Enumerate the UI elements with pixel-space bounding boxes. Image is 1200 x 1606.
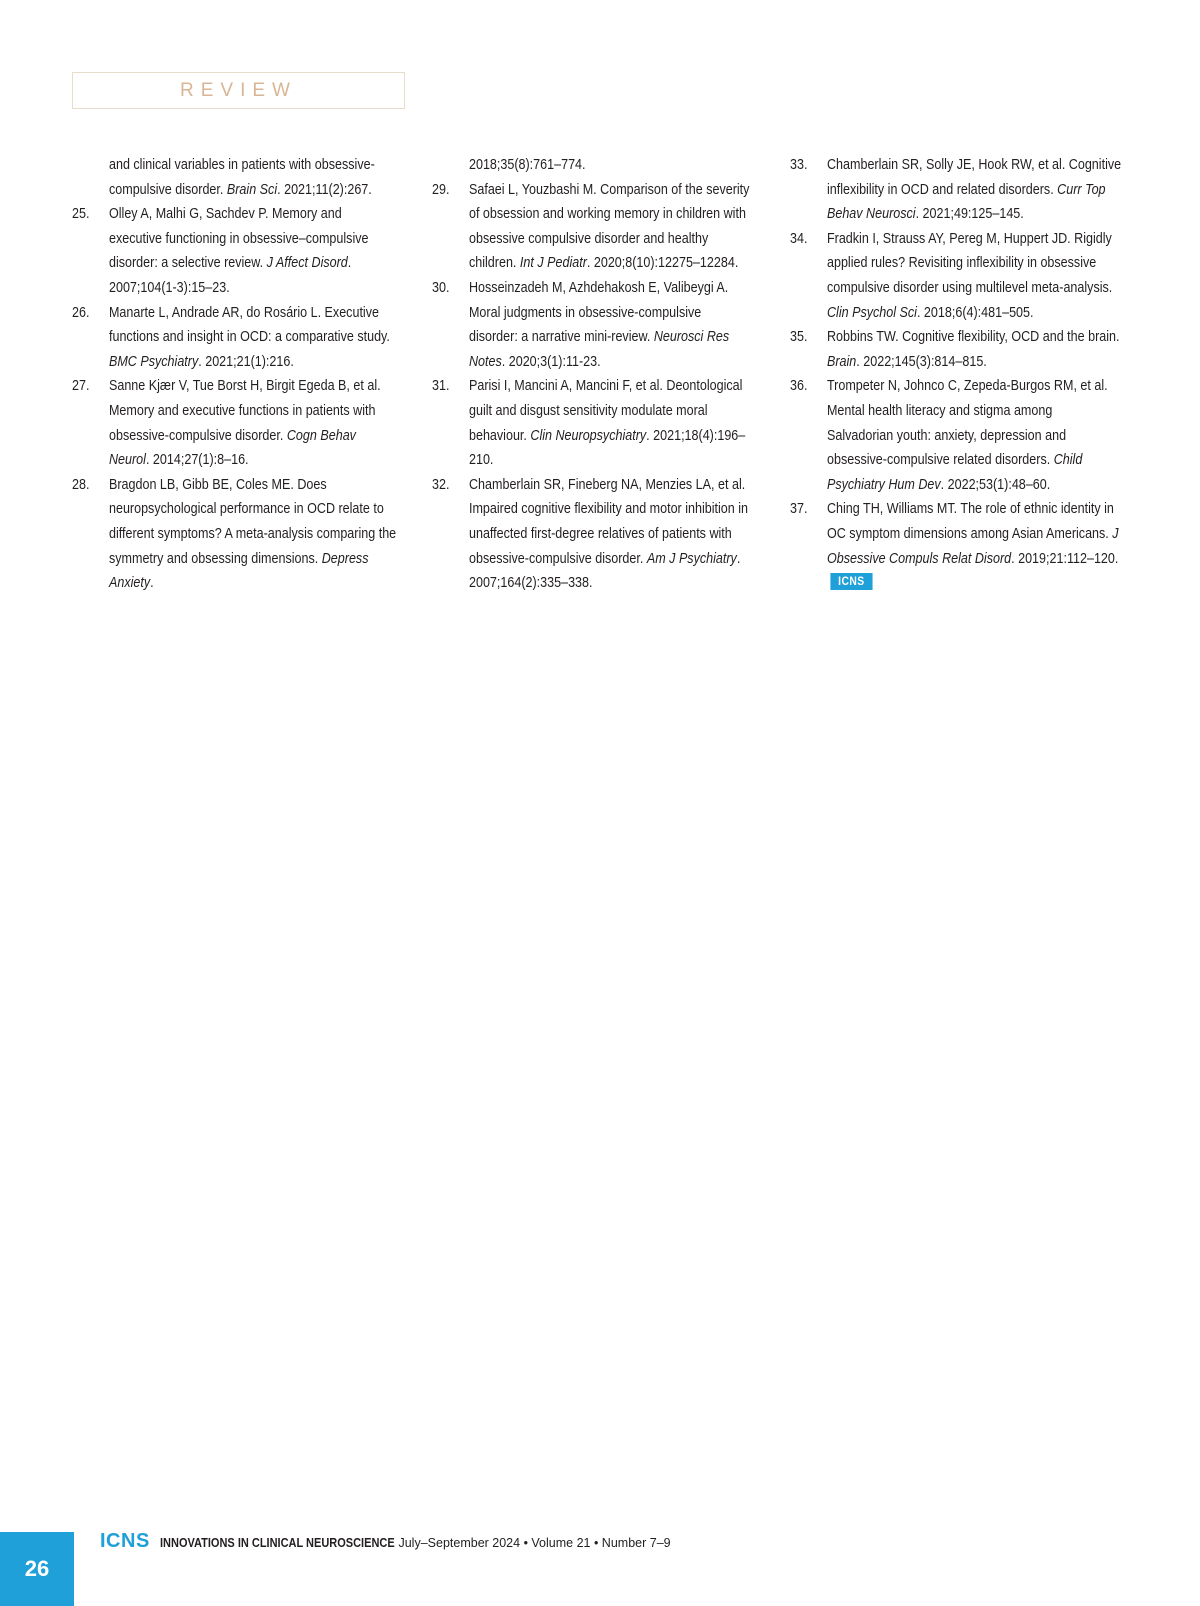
reference-journal: Neurosci Res Notes — [468, 329, 730, 370]
reference-journal: BMC Psychiatry — [108, 353, 199, 370]
footer — [100, 1530, 671, 1553]
reference-citation: Parisi I, Mancini A, Mancini F, et al. Deontological guilt and disgust sensitivity modulate moral behaviour. — [468, 378, 743, 444]
footer-issue-info: July–September 2024 • Volume 21 • Number 7–9 — [398, 1536, 671, 1550]
reference-journal: Am J Psychiatry — [646, 550, 737, 567]
reference-citation: Bragdon LB, Gibb BE, Coles ME. Does neuropsychological performance in OCD relate to different symptoms? A meta-analysis comparing the symmetry and obsessing dimensions. — [108, 476, 397, 567]
reference-number: 32. — [432, 476, 450, 493]
reference-number: 25. — [72, 206, 90, 223]
reference-number: 36. — [790, 378, 808, 395]
reference-details: . 2018;6(4):481–505. — [916, 304, 1034, 321]
reference-number: 35. — [790, 329, 808, 346]
references-column-2 — [432, 153, 752, 596]
reference-journal: Clin Neuropsychiatry — [530, 427, 647, 444]
reference-details: . 2021;11(2):267. — [277, 181, 372, 198]
reference-details: . 2021;18(4):196–210. — [468, 427, 746, 469]
reference-item — [72, 301, 397, 375]
reference-number: 31. — [432, 378, 450, 395]
reference-text — [469, 153, 752, 178]
reference-item — [790, 374, 1122, 497]
reference-number: 34. — [790, 230, 808, 247]
reference-item — [432, 473, 752, 596]
reference-text — [109, 301, 397, 375]
reference-citation: Fradkin I, Strauss AY, Pereg M, Huppert JD. Rigidly applied rules? Revisiting inflexibility in obsessive compulsive disorder using multilevel meta-analysis. — [826, 230, 1113, 296]
footer-journal-name: INNOVATIONS IN CLINICAL NEUROSCIENCE — [159, 1536, 395, 1550]
reference-text — [827, 227, 1122, 325]
reference-citation: and clinical variables in patients with obsessive-compulsive disorder. — [108, 157, 375, 198]
reference-journal: Depress Anxiety — [108, 550, 369, 592]
page-number: 26 — [0, 1532, 74, 1606]
reference-text — [827, 497, 1122, 595]
reference-journal: Child Psychiatry Hum Dev — [826, 452, 1083, 493]
reference-citation: 2018;35(8):761–774. — [468, 157, 586, 173]
reference-text — [469, 178, 752, 276]
reference-item — [432, 374, 752, 472]
reference-details: . 2020;3(1):11-23. — [501, 353, 601, 370]
reference-citation: Sanne Kjær V, Tue Borst H, Birgit Egeda B, et al. Memory and executive functions in patients with obsessive-compulsive disorder. — [108, 378, 381, 444]
section-tag: REVIEW — [72, 72, 405, 109]
reference-item — [432, 153, 752, 178]
reference-text — [827, 325, 1122, 374]
reference-journal: J Affect Disord — [266, 255, 348, 272]
reference-details: . 2022;53(1):48–60. — [940, 476, 1051, 493]
reference-citation: Manarte L, Andrade AR, do Rosário L. Executive functions and insight in OCD: a comparative study. — [108, 304, 390, 346]
references-column-3 — [790, 153, 1122, 596]
reference-number: 30. — [432, 279, 450, 296]
reference-citation: Chamberlain SR, Fineberg NA, Menzies LA, et al. Impaired cognitive flexibility and motor inhibition in unaffected first-degree relatives of patients with obsessive-compulsive disorder. — [468, 476, 749, 567]
reference-text — [827, 374, 1122, 497]
reference-details: . 2020;8(10):12275–12284. — [586, 255, 739, 272]
reference-number: 37. — [790, 501, 808, 518]
reference-text — [469, 374, 752, 472]
reference-citation: Ching TH, Williams MT. The role of ethnic identity in OC symptom dimensions among Asian Americans. — [826, 501, 1114, 542]
reference-details: . 2014;27(1):8–16. — [145, 452, 249, 469]
reference-item — [790, 153, 1122, 227]
reference-number: 27. — [72, 378, 90, 395]
reference-journal: Int J Pediatr — [519, 255, 587, 272]
reference-details: . 2022;145(3):814–815. — [856, 353, 987, 370]
reference-item — [72, 153, 397, 202]
reference-details: . 2007;164(2):335–338. — [468, 550, 741, 592]
footer-logo: ICNS — [100, 1530, 150, 1552]
reference-citation: Trompeter N, Johnco C, Zepeda-Burgos RM, et al. Mental health literacy and stigma among Salvadorian youth: anxiety, depression and obsessive-compulsive related disorders. — [826, 378, 1108, 469]
reference-text — [827, 153, 1122, 227]
reference-citation: Olley A, Malhi G, Sachdev P. Memory and executive functioning in obsessive–compulsive disorder: a selective review. — [108, 206, 369, 272]
reference-number: 28. — [72, 476, 90, 493]
reference-item — [72, 473, 397, 596]
icns-end-badge: ICNS — [830, 573, 872, 590]
reference-journal: Brain — [826, 353, 857, 370]
reference-item — [790, 325, 1122, 374]
reference-citation: Robbins TW. Cognitive flexibility, OCD and the brain. — [826, 329, 1120, 346]
reference-details: . 2019;21:112–120. — [1011, 550, 1119, 567]
references-column-1 — [72, 153, 397, 596]
reference-text — [469, 276, 752, 374]
reference-journal: Clin Psychol Sci — [826, 304, 917, 321]
reference-journal: Cogn Behav Neurol — [108, 427, 356, 469]
reference-details: . — [150, 575, 154, 592]
reference-text — [109, 473, 397, 596]
reference-item — [790, 227, 1122, 325]
reference-item — [432, 178, 752, 276]
reference-journal: Curr Top Behav Neurosci — [826, 181, 1106, 223]
reference-item — [72, 202, 397, 300]
reference-citation: Safaei L, Youzbashi M. Comparison of the severity of obsession and working memory in children with obsessive compulsive disorder and healthy children. — [468, 181, 750, 272]
reference-details: . 2007;104(1-3):15–23. — [108, 255, 352, 296]
reference-citation: Hosseinzadeh M, Azhdehakosh E, Valibeygi A. Moral judgments in obsessive-compulsive disorder: a narrative mini-review. — [468, 279, 729, 346]
reference-citation: Chamberlain SR, Solly JE, Hook RW, et al. Cognitive inflexibility in OCD and related disorders. — [826, 157, 1122, 198]
reference-journal: Brain Sci — [226, 181, 278, 198]
reference-journal: J Obsessive Compuls Relat Disord — [826, 525, 1119, 567]
reference-number: 26. — [72, 304, 90, 321]
reference-item — [432, 276, 752, 374]
reference-details: . 2021;21(1):216. — [198, 353, 294, 370]
reference-text — [109, 374, 397, 472]
reference-number: 33. — [790, 157, 808, 173]
reference-number: 29. — [432, 181, 450, 198]
reference-text — [109, 202, 397, 300]
reference-text — [109, 153, 397, 202]
reference-text — [469, 473, 752, 596]
reference-details: . 2021;49:125–145. — [915, 206, 1024, 223]
reference-item — [790, 497, 1122, 595]
reference-item — [72, 374, 397, 472]
